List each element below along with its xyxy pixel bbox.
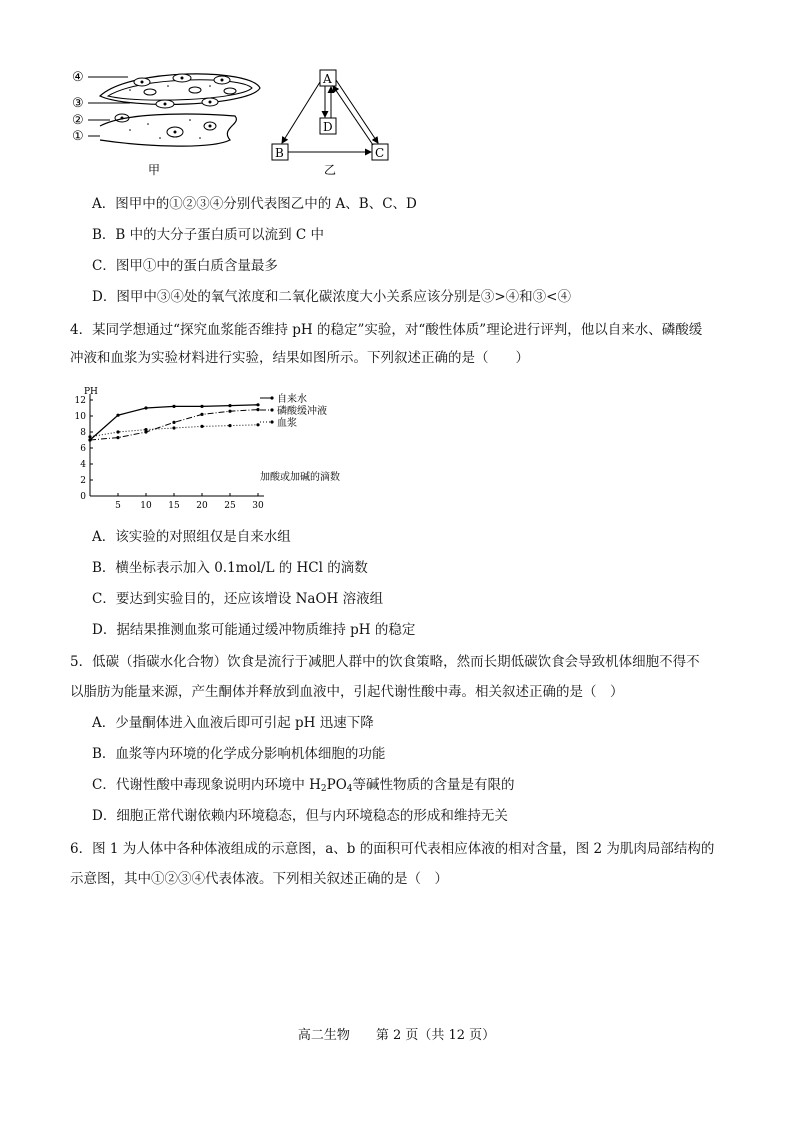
- box-b: B: [275, 146, 284, 160]
- data-point: [228, 404, 231, 407]
- q5-option-c-sub1: 2: [320, 784, 327, 794]
- y-tick-label: 8: [80, 428, 86, 438]
- y-tick-label: 2: [80, 476, 86, 486]
- q5-option-c-sub2: 4: [346, 784, 353, 794]
- data-point: [200, 405, 203, 408]
- q3-option-d: D．图甲中③④处的氧气浓度和二氧化碳浓度大小关系应该分别是③>④和③<④: [92, 289, 571, 305]
- data-point: [172, 426, 175, 429]
- x-tick-label: 15: [168, 501, 180, 511]
- label-2: ②: [72, 113, 84, 128]
- box-c: C: [375, 146, 385, 160]
- ph-line-chart: [70, 378, 370, 513]
- data-point: [172, 405, 175, 408]
- page-footer: 高二生物 第 2 页（共 12 页）: [297, 1028, 496, 1043]
- x-tick-label: 20: [196, 501, 208, 511]
- legend-label: 自来水: [277, 394, 307, 405]
- caption-yi: 乙: [324, 163, 337, 177]
- figure-jia: [70, 66, 270, 181]
- x-tick-label: 25: [224, 501, 236, 511]
- q5-option-a: A．少量酮体进入血液后即可引起 pH 迅速下降: [92, 715, 374, 731]
- caption-jia: 甲: [148, 163, 161, 177]
- legend-label: 磷酸缓冲液: [277, 406, 327, 417]
- q3-option-a: A．图甲中的①②③④分别代表图乙中的 A、B、C、D: [92, 196, 417, 212]
- data-point: [144, 406, 147, 409]
- data-point: [88, 438, 91, 441]
- data-point: [144, 428, 147, 431]
- series-line: [90, 410, 258, 440]
- q3-option-b: B．B 中的大分子蛋白质可以流到 C 中: [92, 227, 325, 243]
- y-tick-label: 10: [74, 412, 86, 422]
- y-tick-label: 12: [74, 396, 86, 406]
- q5-option-c: [92, 776, 515, 794]
- q5-stem-line1: 5．低碳（指碳水化合物）饮食是流行于减肥人群中的饮食策略，然而长期低碳饮食会导致机体细胞不得不: [70, 654, 700, 670]
- data-point: [256, 403, 259, 406]
- q6-stem-line2: 示意图，其中①②③④代表体液。下列相关叙述正确的是（ ）: [70, 871, 448, 887]
- q4-option-a: A．该实验的对照组仅是自来水组: [92, 529, 291, 545]
- legend-marker: [270, 396, 273, 399]
- x-tick-label: 30: [252, 501, 264, 511]
- y-tick-label: 4: [80, 460, 86, 470]
- legend-label: 血浆: [277, 418, 297, 429]
- data-point: [200, 425, 203, 428]
- q4-stem-line2: 冲液和血浆为实验材料进行实验，结果如图所示。下列叙述正确的是（ ）: [70, 350, 529, 366]
- x-tick-label: 5: [115, 501, 121, 511]
- q5-option-c-pre: C．代谢性酸中毒现象说明内环境中 H: [92, 777, 321, 793]
- q4-option-d: D．据结果推测血浆可能通过缓冲物质维持 pH 的稳定: [92, 622, 416, 638]
- y-tick-label: 6: [80, 444, 86, 454]
- x-tick-label: 10: [140, 501, 152, 511]
- data-point: [200, 413, 203, 416]
- q3-option-c: C．图甲①中的蛋白质含量最多: [92, 258, 278, 274]
- q5-option-d: D．细胞正常代谢依赖内环境稳态，但与内环境稳态的形成和维持无关: [92, 808, 508, 824]
- q6-stem-line1: 6．图 1 为人体中各种体液组成的示意图，a、b 的面积可代表相应体液的相对含量，图 2 为肌肉局部结构的: [70, 841, 715, 857]
- q5-option-b: B．血浆等内环境的化学成分影响机体细胞的功能: [92, 746, 386, 762]
- data-point: [228, 410, 231, 413]
- data-point: [116, 414, 119, 417]
- y-axis-label: PH: [84, 387, 98, 397]
- data-point: [228, 424, 231, 427]
- q4-stem-line1: 4．某同学想通过“探究血浆能否维持 pH 的稳定”实验，对“酸性体质”理论进行评判，他以自来水、磷酸缓: [70, 322, 703, 338]
- q5-option-c-mid: PO: [326, 777, 347, 793]
- legend-marker: [270, 408, 273, 411]
- box-d: D: [323, 120, 333, 134]
- data-point: [172, 421, 175, 424]
- figure-yi: [270, 66, 400, 181]
- data-point: [88, 435, 91, 438]
- label-1: ①: [72, 129, 84, 144]
- q4-option-b: B．横坐标表示加入 0.1mol/L 的 HCl 的滴数: [92, 560, 368, 576]
- legend-marker: [270, 420, 273, 423]
- label-4: ④: [72, 70, 84, 85]
- q5-stem-line2: 以脂肪为能量来源，产生酮体并释放到血液中，引起代谢性酸中毒。相关叙述正确的是（ ）: [70, 684, 624, 700]
- y-tick-label: 0: [80, 492, 86, 502]
- data-point: [256, 423, 259, 426]
- q5-option-c-post: 等碱性物质的含量是有限的: [352, 777, 515, 793]
- label-3: ③: [72, 96, 84, 111]
- data-point: [256, 408, 259, 411]
- box-a: A: [323, 72, 332, 86]
- data-point: [116, 436, 119, 439]
- x-axis-label: 加酸或加碱的滴数: [260, 472, 340, 483]
- data-point: [116, 430, 119, 433]
- q4-option-c: C．要达到实验目的，还应该增设 NaOH 溶液组: [92, 591, 384, 607]
